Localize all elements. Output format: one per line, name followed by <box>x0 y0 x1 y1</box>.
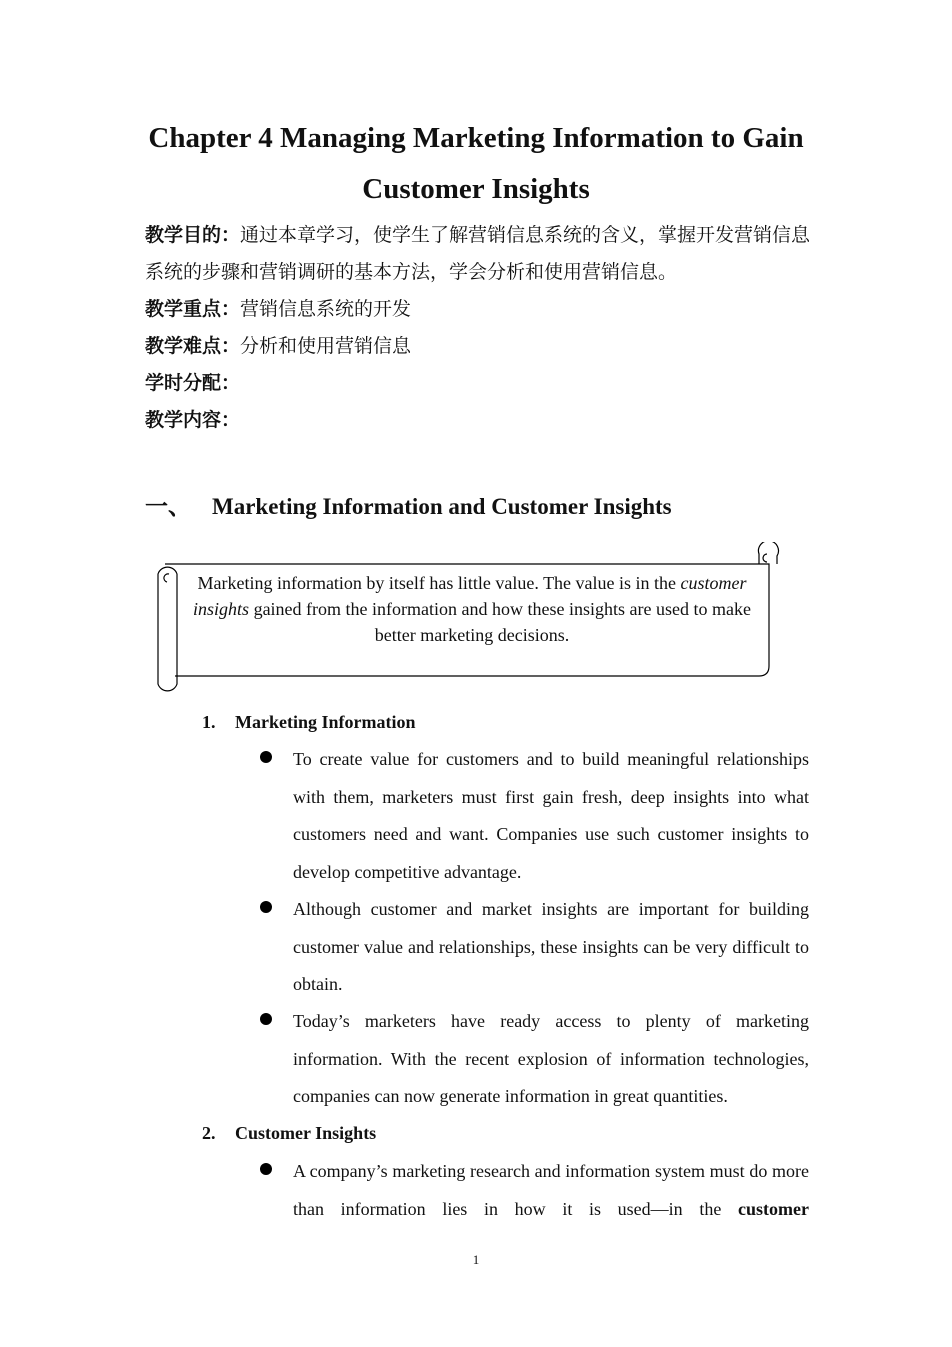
teaching-difficulty <box>145 328 815 365</box>
teaching-content <box>145 402 815 439</box>
page-number: 1 <box>472 1252 480 1267</box>
difficulty-text: 分析和使用营销信息 <box>240 336 412 357</box>
subsection-customer-insights <box>202 1123 376 1144</box>
subsection-number: 2. <box>202 1123 216 1143</box>
bullet-dot-icon <box>260 901 272 913</box>
bullet-text: Although customer and market insights are important for building customer value and relationships, these insights can be very difficult to obtain. <box>293 899 809 994</box>
section-title: Marketing Information and Customer Insights <box>212 494 672 519</box>
content-label: 教学内容： <box>145 410 241 431</box>
bullet-text: Today’s marketers have ready access to plenty of marketing information. With the recent explosion of information technologies, companies can now generate information in great quantities. <box>293 1011 809 1106</box>
bullet-dot-icon <box>260 1163 272 1175</box>
bullet-text-main: A company’s marketing research and information system must do more than information lies in how it is used—in the <box>293 1161 809 1219</box>
bullet-text <box>293 1153 809 1228</box>
subsection-title: Customer Insights <box>235 1123 377 1143</box>
subsection-title: Marketing Information <box>235 712 416 732</box>
bullet-text-bold: customer <box>738 1198 809 1219</box>
hours-allocation <box>145 365 815 402</box>
objective-text: 通过本章学习，使学生了解营销信息系统的含义，掌握开发营销信息系统的步骤和营销调研的基本方法，学会分析和使用营销信息。 <box>145 225 811 283</box>
bullet-dot-icon <box>260 1013 272 1025</box>
difficulty-label: 教学难点： <box>145 336 241 357</box>
objective-label: 教学目的： <box>145 225 241 246</box>
hours-label: 学时分配： <box>145 373 241 394</box>
teaching-objective <box>145 217 815 291</box>
callout-part2: gained from the information and how these insights are used to make better marketing decisions. <box>249 599 751 645</box>
callout-italic: customer insights <box>193 573 747 619</box>
chapter-title-line1: Chapter 4 Managing Marketing Information to Gain <box>148 122 804 154</box>
focus-text: 营销信息系统的开发 <box>240 299 412 320</box>
subsection-number: 1. <box>202 712 216 732</box>
section-heading <box>145 488 672 521</box>
focus-label: 教学重点： <box>145 299 241 320</box>
callout-text <box>182 570 762 648</box>
subsection-marketing-information <box>202 712 415 733</box>
chapter-title-line2: Customer Insights <box>362 173 590 205</box>
bullet-text: To create value for customers and to build meaningful relationships with them, marketers must first gain fresh, deep insights into what customers need and want. Companies use such customer insights to develop competitive advantage. <box>293 749 809 882</box>
teaching-focus <box>145 291 815 328</box>
section-number: 一、 <box>145 494 191 519</box>
bullet-dot-icon <box>260 751 272 763</box>
callout-part1: Marketing information by itself has little value. The value is in the <box>197 573 677 593</box>
